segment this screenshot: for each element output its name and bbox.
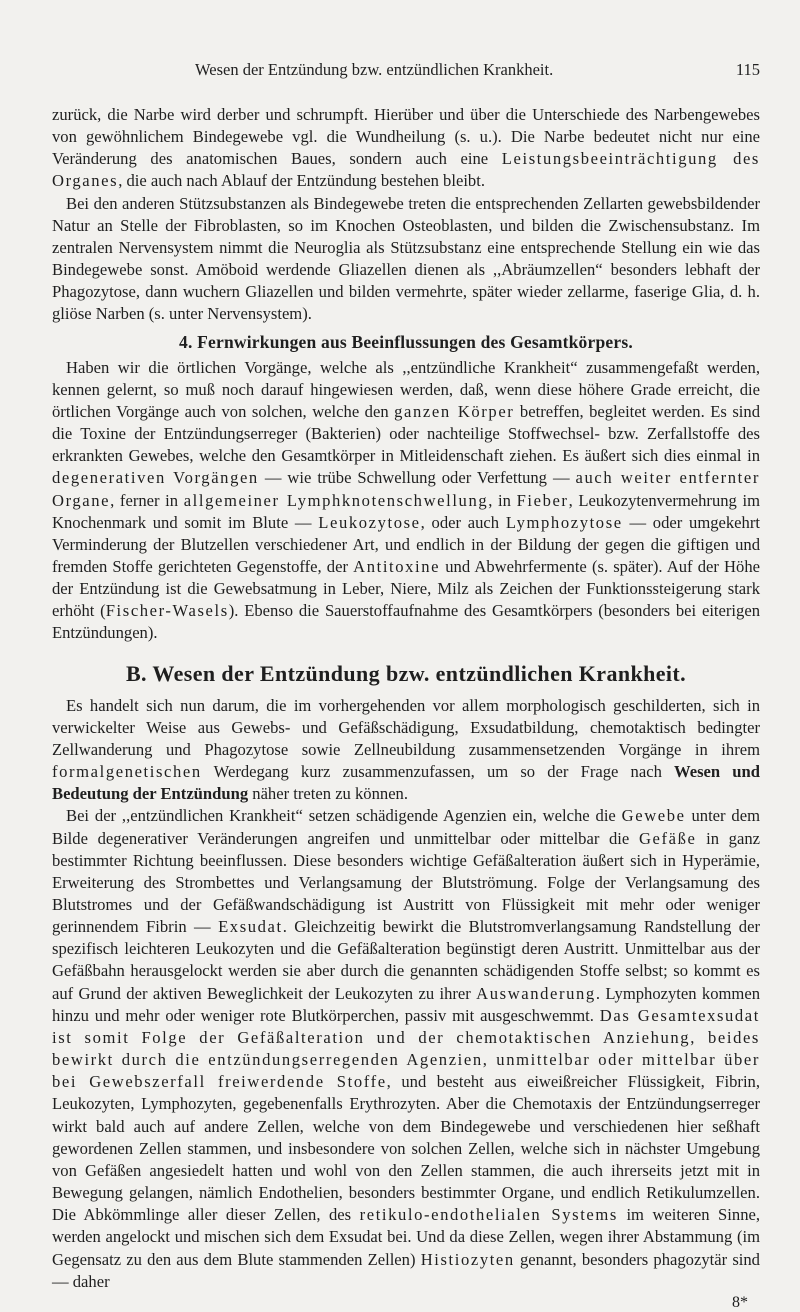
spaced-emphasis: allgemeiner Lymphknotenschwellung (183, 490, 489, 510)
text-run: . Gleichzeitig bewirkt die Blutstromverlangsamung Randstellung der spezifisch leichteren Leukozyten und die Gefäßalteration begünstigt deren Austritt. Unmittelbar aus der Gefäßbahn herausgelockt werden sie aber durch die genannten schädigenden Stoffe selbst; so kommt es auf Grund der aktiven Beweglichkeit der Leukozyten zu ihrer (52, 917, 760, 1003)
page-number: 115 (735, 60, 760, 79)
text-run: genannt, besonders phagozytär sind — daher (52, 1249, 760, 1291)
text-run: Bei der ,,entzündlichen Krankheit“ setzen schädigende Agenzien ein, welche die (66, 806, 622, 826)
text-run: , und besteht aus eiweißreicher Flüssigkeit, Fibrin, Leukozyten, Lymphozyten, gegebenenfalls Erythrozyten. Aber die Chemotaxis der Entzündungserreger wirkt bald auch auf andere Zellen, welche von dem Bindegewebe und verschiedenen hier seßhaft gewordenen Zellen stammen, und insbesondere von solchen Zellen, welche sich in nächster Umgebung von Gefäßen angesiedelt hatten und wohl von den Zellen stammen, die auch ihrerseits jetzt mit in Bewegung gelangen, nämlich Endothelien, besonders bestimmter Organe, und endlich Retikulumzellen. Die Abkömmlinge aller dieser Zellen, des (52, 1072, 761, 1225)
paragraph-entzuendliche-krankheit (52, 805, 760, 1292)
text-run: und Abwehrfermente (s. später). Auf der Höhe der Entzündung ist die Gewebsatmung in Leber, Niere, Milz als Zeichen der Funktionssteigerung stark erhöht ( (52, 556, 760, 621)
text-run: unter dem Bilde degenerativer Veränderungen angreifen und unmittelbar oder mittelbar die (52, 806, 760, 848)
text-run: — wie trübe Schwellung oder Verfettung — (258, 468, 576, 488)
text-run: . Lymphozyten kommen hinzu und mehr oder weniger rote Blutkörperchen, passiv mit ausgeschwemmt. (52, 983, 761, 1025)
chapter-heading-wesen: B. Wesen der Entzündung bzw. entzündlichen Krankheit. (125, 660, 687, 686)
text-run: — oder umgekehrt Verminderung der Blutzellen verschiedener Art, und endlich in der Bildung der gegen die giftigen und fremden Stoffe gerichteten Gegenstoffe, der (52, 512, 760, 576)
running-head-title: Wesen der Entzündung bzw. entzündlichen Krankheit. (195, 60, 554, 79)
text-run: , Leukozytenvermehrung im Knochenmark und somit im Blute — (52, 490, 760, 532)
text-run: zurück, die Narbe wird derber und schrumpft. Hierüber und über die Unterschiede des Narbengewebes von gewöhnlichem Bindegewebe vgl. die Wundheilung (s. u.). Die Narbe bedeutet nicht nur eine Veränderung des anatomischen Baues, sondern auch eine (52, 105, 760, 169)
spaced-emphasis: Gefäße (638, 828, 697, 848)
spaced-emphasis: Leistungsbeeinträchtigung des Organes (52, 149, 760, 191)
text-run: in ganz bestimmter Richtung beeinflussen. Diese besonders wichtige Gefäßalteration äußert sich in Hyperämie, Erweiterung des Strombettes und Verlangsamung der Blutströmung. Folge der Verlangsamung des Blutstromes und der Gefäßwandschädigung ist Austritt von Flüssigkeit mit mehr oder weniger gerinnendem Fibrin — (52, 828, 761, 937)
spaced-emphasis: auch weiter entfernter Organe (52, 468, 760, 510)
spaced-emphasis: Antitoxine (353, 556, 441, 576)
text-run: , ferner in (110, 490, 184, 510)
text-run: im weiteren Sinne, werden angelockt und mischen sich dem Exsudat bei. Und da diese Zellen, wegen ihrer Abstammung (im Gegensatz zu den aus dem Blute stammenden Zellen) (52, 1205, 761, 1269)
spaced-emphasis: Gewebe (621, 806, 686, 826)
spaced-emphasis: Exsudat (218, 917, 283, 937)
text-run: , oder auch (420, 512, 506, 532)
paragraph-stuetzsubstanzen: Bei den anderen Stützsubstanzen als Bindegewebe treten die entsprechenden Zellarten gewebsbildender Natur an Stelle der Fibroblasten, so im Knochen Osteoblasten, und bilden die Zwischensubstanz. Im zentralen Nervensystem nimmt die Neuroglia als Stützsubstanz eine entsprechende Stellung ein wie das Bindegewebe sonst. Amöboid werdende Gliazellen dienen als ,,Abräumzellen“ besonders lebhaft der Phagozytose, dann wuchern Gliazellen und bilden vermehrte, später wieder zellarme, faserige Glia, d. h. gliöse Narben (s. unter Nervensystem). (52, 193, 760, 324)
spaced-emphasis: ganzen Körper (394, 401, 515, 421)
page-body (52, 104, 760, 1312)
spaced-emphasis: Histiozyten (420, 1249, 515, 1269)
spaced-emphasis: Das Gesamtexsudat ist somit Folge der Gefäßalteration und der chemotaktischen Anziehung, beides bewirkt durch die entzündungserregenden Agenzien, unmittelbar oder mittelbar über bei Gewebszerfall freiwerdende Stoffe (52, 1005, 760, 1092)
text-run: ). Ebenso die Sauerstoffaufnahme des Gesamtkörpers (besonders bei eiterigen Entzündungen). (52, 601, 760, 643)
text-run: , in (488, 490, 517, 510)
text-run: Werdegang kurz zusammenzufassen, um so der Frage nach (201, 762, 675, 782)
signature-mark: 8* (732, 1293, 748, 1311)
bold-emphasis: Wesen und Bedeutung der Entzündung (52, 762, 760, 804)
paragraph-fernwirkungen (52, 357, 760, 645)
text-run: näher treten zu können. (248, 784, 409, 804)
text-run: betreffen, begleitet werden. Es sind die Toxine der Entzündungserreger (Bakterien) oder nachteilige Stoffwechsel- bzw. Zerfallstoffe des erkrankten Gewebes, welche den Gesamtkörper in Mitleidenschaft ziehen. Es äußert sich dies einmal in (52, 401, 760, 466)
spaced-emphasis: Fieber (516, 490, 569, 510)
text-run: , die auch nach Ablauf der Entzündung bestehen bleibt. (118, 171, 485, 191)
spaced-emphasis: Fischer-Wasels (105, 601, 229, 621)
spaced-emphasis: retikulo-endothelialen Systems (359, 1205, 618, 1225)
spaced-emphasis: degenerativen Vorgängen (52, 468, 259, 488)
text-run: Es handelt sich nun darum, die im vorhergehenden vor allem morphologisch geschilderten, sich in verwickelter Weise aus Gewebs- und Gefäßschädigung, Exsudatbildung, chemotaktisch bedingter Zellwanderung und Phagozytose sowie Zellneubildung zusammensetzenden Vorgänge in ihrem (52, 695, 760, 759)
spaced-emphasis: Leukozytose (318, 512, 421, 532)
paragraph-narbe (52, 104, 760, 193)
paragraph-wesen-intro (52, 695, 760, 806)
text-run: Haben wir die örtlichen Vorgänge, welche als ,,entzündliche Krankheit“ zusammengefaßt werden, kennen gelernt, so muß noch darauf hingewiesen werden, daß, wenn diese höhere Grade erreicht, die örtlichen Vorgänge auch von solchen, welche den (52, 357, 760, 421)
spaced-emphasis: Auswanderung (476, 983, 596, 1003)
section-heading-fernwirkungen: 4. Fernwirkungen aus Beeinflussungen des Gesamtkörpers. (179, 331, 633, 352)
spaced-emphasis: formalgenetischen (52, 762, 202, 782)
spaced-emphasis: Lymphozytose (505, 512, 623, 532)
